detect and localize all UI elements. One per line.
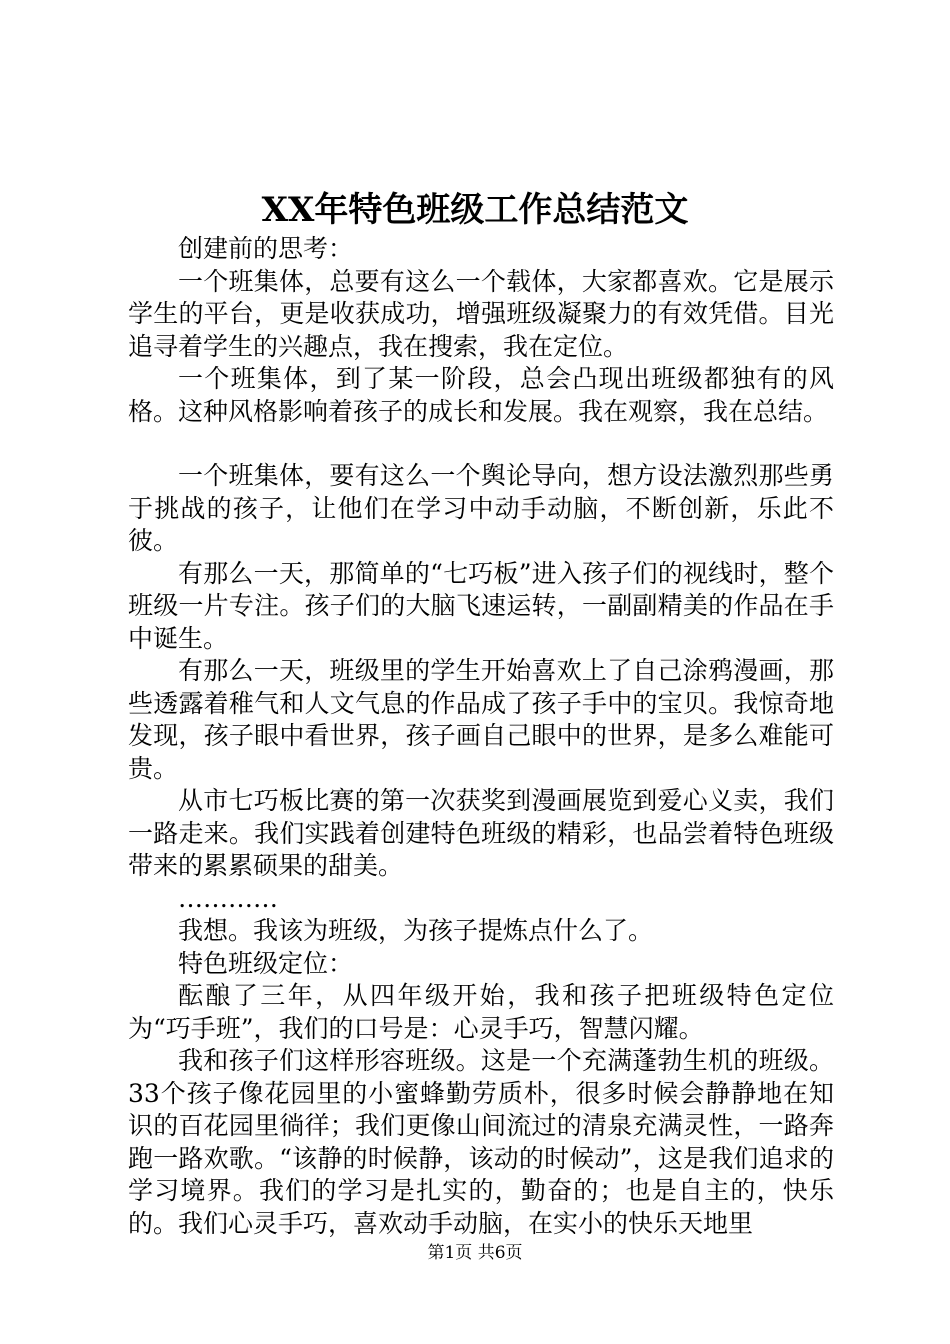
paragraph-style: 一个班集体，到了某一阶段，总会凸现出班级都独有的风格。这种风格影响着孩子的成长和发展。我在观察，我在总结。 [128, 364, 834, 426]
paragraph-tangram: 有那么一天，那简单的“七巧板”进入孩子们的视线时，整个班级一片专注。孩子们的大脑飞速运转，一副副精美的作品在手中诞生。 [128, 558, 834, 653]
paragraph-positioning: 酝酿了三年，从四年级开始，我和孩子把班级特色定位为“巧手班”，我们的口号是：心灵手巧，智慧闪耀。 [128, 981, 834, 1043]
paragraph-opinion: 一个班集体，要有这么一个舆论导向，想方设法激烈那些勇于挑战的孩子，让他们在学习中动手动脑，不断创新，乐此不彼。 [128, 461, 834, 555]
paragraph-comics: 有那么一天，班级里的学生开始喜欢上了自己涂鸦漫画，那些透露着稚气和人文气息的作品成了孩子手中的宝贝。我惊奇地发现，孩子眼中看世界，孩子画自己眼中的世界，是多么难能可贵。 [128, 656, 834, 783]
page-number-footer: 第1页 共6页 [427, 1243, 523, 1263]
paragraph-thinking-heading: 创建前的思考： [178, 234, 354, 263]
page-title: XX年特色班级工作总结范文 [261, 190, 689, 230]
document-body [128, 233, 834, 1240]
paragraph-positioning-heading: 特色班级定位： [178, 948, 354, 978]
paragraph-spacer [128, 428, 834, 460]
paragraph-carrier: 一个班集体，总要有这么一个载体，大家都喜欢。它是展示学生的平台，更是收获成功，增强班级凝聚力的有效凭借。目光追寻着学生的兴趣点，我在搜索，我在定位。 [128, 266, 834, 361]
paragraph-reflection: 我想。我该为班级，为孩子提炼点什么了。 [178, 916, 654, 945]
paragraph-ellipsis: ………… [178, 883, 278, 913]
paragraph-journey: 从市七巧板比赛的第一次获奖到漫画展览到爱心义卖，我们一路走来。我们实践着创建特色班级的精彩，也品尝着特色班级带来的累累硕果的甜美。 [128, 786, 834, 880]
paragraph-class-description: 我和孩子们这样形容班级。这是一个充满蓬勃生机的班级。33个孩子像花园里的小蜜蜂勤劳质朴，很多时候会静静地在知识的百花园里徜徉；我们更像山间流过的清泉充满灵性，一路奔跑一路欢歌。“该静的时候静，该动的时候动”，这是我们追求的学习境界。我们的学习是扎实的，勤奋的；也是自主的，快乐的。我们心灵手巧，喜欢动手动脑，在实小的快乐天地里 [128, 1046, 834, 1238]
